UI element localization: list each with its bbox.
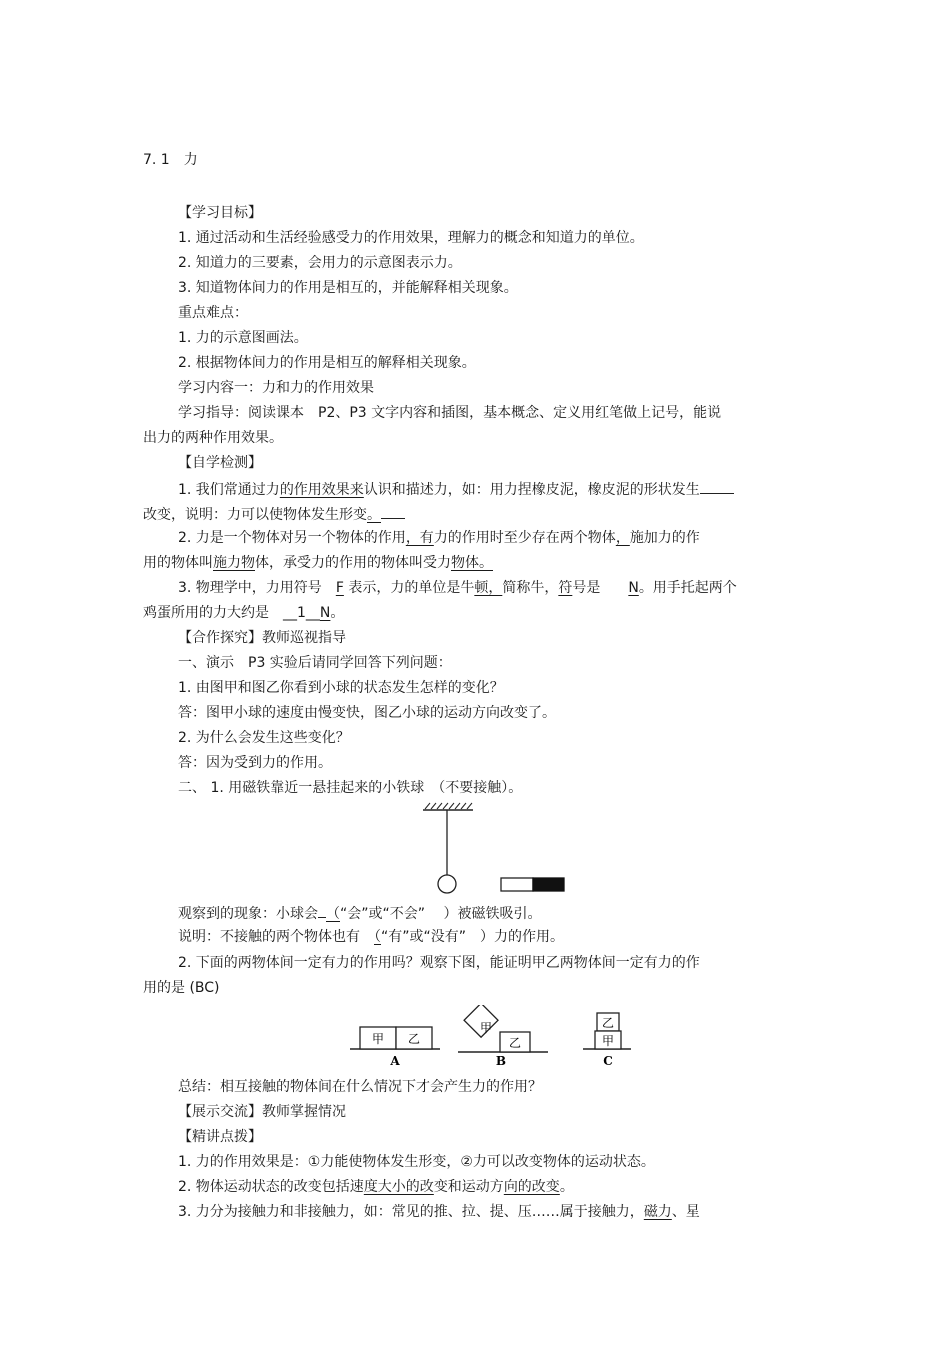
cooperate-intro: 一、演示 P3 实验后请同学回答下列问题： [178,655,452,671]
label-jia: 甲 [479,1021,493,1035]
cooperate-part-two: 二、 1. 用磁铁靠近一悬挂起来的小铁球 （不要接触）。 [178,780,523,796]
label-b: B [495,1054,507,1068]
answer-blank [381,504,405,519]
cooperate-answer: 答：因为受到力的作用。 [178,755,332,771]
pendulum-magnet-figure [400,800,580,896]
keypoint-item: 1. 力的示意图画法。 [178,330,308,346]
selfcheck-q1-line1: 1. 我们常通过力的作用效果来认识和描述力，如：用力捏橡皮泥，橡皮泥的形状发生 [178,479,734,499]
label-c: C [603,1054,613,1068]
guide-line-2: 出力的两种作用效果。 [143,430,283,446]
label-yi: 乙 [508,1036,522,1050]
selfcheck-q1-line2: 改变，说明：力可以使物体发生形变。 [143,504,405,524]
selfcheck-heading: 【自学检测】 [178,455,262,471]
lecture-point: 1. 力的作用效果是：①力能使物体发生形变，②力可以改变物体的运动状态。 [178,1154,655,1170]
objectives-heading: 【学习目标】 [178,205,262,221]
observation-line: 观察到的现象：小球会 （“会”或“不会” ）被磁铁吸引。 [178,903,541,923]
selfcheck-q3-line1: 3. 物理学中，力用符号 F 表示，力的单位是牛顿，简称牛，符号是 N。用手托起两个 [178,580,737,596]
cooperate-question: 1. 由图甲和图乙你看到小球的状态发生怎样的变化？ [178,680,504,696]
answer-blank [700,479,734,494]
explanation-line: 说明：不接触的两个物体也有 （“有”或“没有” ）力的作用。 [178,929,565,945]
cooperate-answer: 答：图甲小球的速度由慢变快，图乙小球的运动方向改变了。 [178,705,556,721]
magnet-black-pole [533,878,564,891]
exchange-heading: 【展示交流】教师掌握情况 [178,1104,346,1120]
answer-blank [318,903,326,918]
summary-line: 总结：相互接触的物体间在什么情况下才会产生力的作用？ [178,1079,542,1095]
figure-c [583,1013,631,1068]
label-a: A [390,1054,400,1068]
content-one-title: 学习内容一：力和力的作用效果 [178,380,374,396]
selfcheck-q3-line2: 鸡蛋所用的力大约是 __1__N。 [143,605,345,621]
label-yi: 乙 [601,1016,615,1030]
guide-line-1: 学习指导：阅读课本 P2、P3 文字内容和插图，基本概念、定义用红笔做上记号，能说 [178,405,722,421]
cooperate-q3-line1: 2. 下面的两物体间一定有力的作用吗？观察下图，能证明甲乙两物体间一定有力的作 [178,955,700,971]
objective-item: 3. 知道物体间力的作用是相互的，并能解释相关现象。 [178,280,518,296]
blocks-figure [345,1005,665,1075]
lecture-point: 2. 物体运动状态的改变包括速度大小的改变和运动方向的改变。 [178,1179,574,1195]
objective-item: 2. 知道力的三要素，会用力的示意图表示力。 [178,255,462,271]
magnet-white-pole [501,878,533,891]
figure-a [350,1027,440,1068]
cooperate-question: 2. 为什么会发生这些变化？ [178,730,350,746]
label-jia: 甲 [601,1034,615,1048]
ceiling-hatch [425,803,472,809]
selfcheck-q2-line2: 用的物体叫施力物体，承受力的作用的物体叫受力物体。 [143,555,493,571]
cooperate-q3-line2: 用的是 (BC) [143,980,220,996]
page-title: 7. 1 力 [143,152,198,168]
keypoint-item: 2. 根据物体间力的作用是相互的解释相关现象。 [178,355,476,371]
cooperate-heading: 【合作探究】教师巡视指导 [178,630,346,646]
lecture-point: 3. 力分为接触力和非接触力，如：常见的推、拉、提、压……属于接触力，磁力、星 [178,1204,700,1220]
lecture-heading: 【精讲点拨】 [178,1129,262,1145]
label-yi: 乙 [407,1032,421,1046]
label-jia: 甲 [371,1032,385,1046]
objective-item: 1. 通过活动和生活经验感受力的作用效果，理解力的概念和知道力的单位。 [178,230,644,246]
selfcheck-q2-line1: 2. 力是一个物体对另一个物体的作用，有力的作用时至少存在两个物体，施加力的作 [178,530,700,546]
keypoints-heading: 重点难点： [178,305,248,321]
figure-b [458,1005,548,1068]
iron-ball [438,875,456,893]
